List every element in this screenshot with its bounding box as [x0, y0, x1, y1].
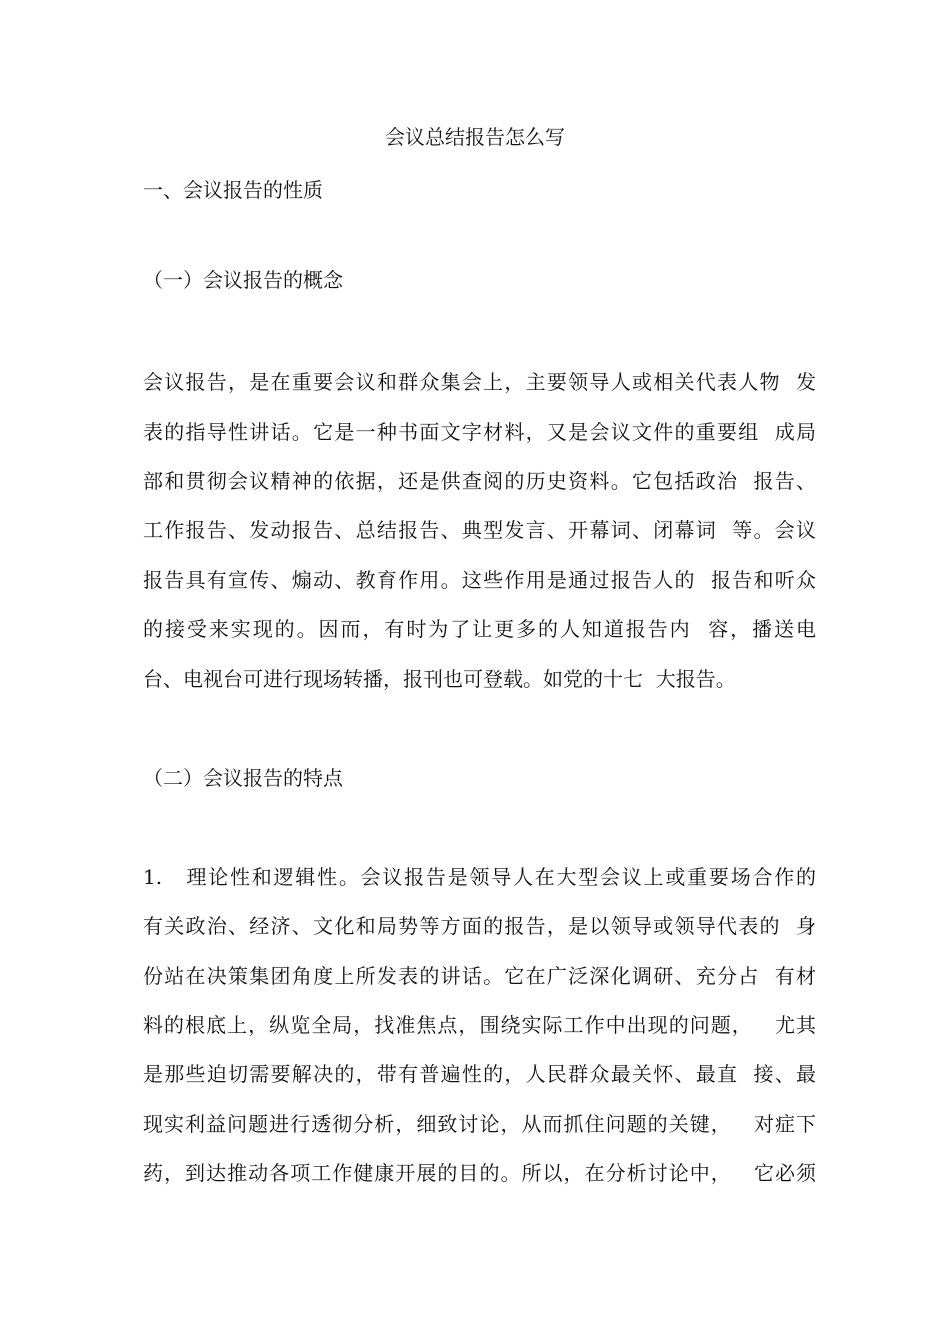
paragraph-line: 有关政治、经济、文化和局势等方面的报告，是以领导或领导代表的 身 — [143, 914, 816, 938]
paragraph-line: 表的指导性讲话。它是一种书面文字材料，又是会议文件的重要组 成局 — [143, 420, 816, 444]
paragraph-line: 工作报告、发动报告、总结报告、典型发言、开幕词、闭幕词 等。会议 — [143, 518, 816, 542]
subsection-heading: （二）会议报告的特点 — [143, 766, 343, 790]
paragraph-line: 1. 理论性和逻辑性。会议报告是领导人在大型会议上或重要场合作的 — [143, 865, 816, 889]
subsection-heading: （一）会议报告的概念 — [143, 268, 343, 292]
paragraph-line: 料的根底上，纵览全局，找准焦点，围绕实际工作中出现的问题， 尤其 — [143, 1013, 816, 1037]
paragraph-line: 台、电视台可进行现场转播，报刊也可登载。如党的十七 大报告。 — [143, 667, 736, 691]
paragraph-line: 报告具有宣传、煽动、教育作用。这些作用是通过报告人的 报告和听众 — [143, 568, 816, 592]
document-title: 会议总结报告怎么写 — [385, 125, 565, 149]
paragraph-line: 药，到达推动各项工作健康开展的目的。所以，在分析讨论中， 它必须 — [143, 1161, 816, 1185]
paragraph-line: 份站在决策集团角度上所发表的讲话。它在广泛深化调研、充分占 有材 — [143, 964, 816, 988]
paragraph-line: 会议报告，是在重要会议和群众集会上，主要领导人或相关代表人物 发 — [143, 370, 816, 394]
paragraph-line: 的接受来实现的。因而，有时为了让更多的人知道报告内 容，播送电 — [143, 617, 816, 641]
paragraph-line: 是那些迫切需要解决的，带有普遍性的，人民群众最关怀、最直 接、最 — [143, 1062, 816, 1086]
paragraph-line: 现实利益问题进行透彻分析，细致讨论，从而抓住问题的关键， 对症下 — [143, 1112, 816, 1136]
paragraph-line: 部和贯彻会议精神的依据，还是供查阅的历史资料。它包括政治 报告、 — [143, 469, 816, 493]
section-heading: 一、会议报告的性质 — [143, 178, 323, 202]
